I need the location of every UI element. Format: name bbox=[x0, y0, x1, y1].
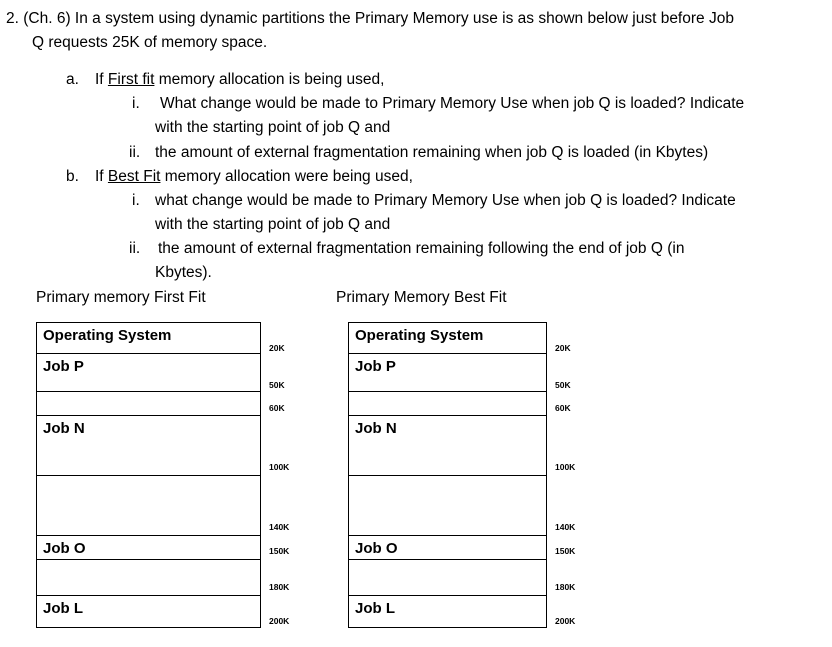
memory-block-free bbox=[349, 391, 546, 415]
block-label: Job N bbox=[355, 420, 397, 437]
part-b-label: b. bbox=[66, 168, 79, 185]
part-a-text bbox=[95, 70, 384, 90]
block-label: Job L bbox=[43, 600, 83, 617]
block-label: Job P bbox=[355, 358, 396, 375]
address-marker: 140K bbox=[269, 522, 290, 532]
part-a-ii-label: ii. bbox=[129, 144, 141, 161]
address-marker: 50K bbox=[269, 380, 285, 390]
block-label: Job N bbox=[43, 420, 85, 437]
address-marker: 200K bbox=[555, 616, 576, 626]
part-a-label: a. bbox=[66, 71, 79, 88]
part-b-i-text-2: with the starting point of job Q and bbox=[155, 216, 391, 233]
memory-block-job-n bbox=[349, 415, 546, 475]
memory-block-free bbox=[349, 475, 546, 535]
memory-block-job-p bbox=[37, 353, 260, 391]
part-b-text bbox=[95, 167, 413, 187]
memory-block-free bbox=[37, 391, 260, 415]
address-marker: 150K bbox=[555, 546, 576, 556]
address-marker: 180K bbox=[269, 582, 290, 592]
memory-block-job-l bbox=[37, 595, 260, 629]
address-marker: 200K bbox=[269, 616, 290, 626]
question-line-2: Q requests 25K of memory space. bbox=[32, 34, 268, 51]
block-label: Operating System bbox=[43, 327, 172, 344]
address-marker: 100K bbox=[269, 462, 290, 472]
part-a-i-text-1: What change would be made to Primary Memory Use when job Q is loaded? Indicate bbox=[160, 95, 745, 112]
first-fit-memory-map bbox=[36, 322, 261, 628]
part-a-i-text-2: with the starting point of job Q and bbox=[155, 119, 391, 136]
memory-block-job-l bbox=[349, 595, 546, 629]
block-label: Operating System bbox=[355, 327, 484, 344]
address-marker: 180K bbox=[555, 582, 576, 592]
first-fit-caption: Primary memory First Fit bbox=[36, 289, 206, 306]
memory-block-free bbox=[37, 559, 260, 595]
address-marker: 60K bbox=[555, 403, 571, 413]
memory-block-job-n bbox=[37, 415, 260, 475]
part-a-post: memory allocation is being used, bbox=[154, 71, 385, 88]
part-a-pre: If bbox=[95, 71, 108, 88]
memory-block-job-p bbox=[349, 353, 546, 391]
memory-block-os bbox=[37, 323, 260, 353]
memory-block-job-o bbox=[37, 535, 260, 559]
part-b-pre: If bbox=[95, 168, 108, 185]
address-marker: 140K bbox=[555, 522, 576, 532]
block-label: Job O bbox=[43, 540, 86, 557]
memory-block-free bbox=[37, 475, 260, 535]
block-label: Job L bbox=[355, 600, 395, 617]
part-b-ii-text-2: Kbytes). bbox=[155, 264, 212, 281]
first-fit-term: First fit bbox=[107, 71, 155, 88]
memory-block-free bbox=[349, 559, 546, 595]
part-b-ii-text-1: the amount of external fragmentation remaining following the end of job Q (in bbox=[158, 240, 685, 257]
memory-block-os bbox=[349, 323, 546, 353]
best-fit-caption: Primary Memory Best Fit bbox=[336, 289, 507, 306]
address-marker: 20K bbox=[555, 343, 571, 353]
part-a-ii-text: the amount of external fragmentation remaining when job Q is loaded (in Kbytes) bbox=[155, 144, 709, 161]
part-b-ii-label: ii. bbox=[129, 240, 141, 257]
part-a-i-label: i. bbox=[132, 95, 140, 112]
address-marker: 100K bbox=[555, 462, 576, 472]
best-fit-memory-map bbox=[348, 322, 547, 628]
block-label: Job O bbox=[355, 540, 398, 557]
part-b-post: memory allocation were being used, bbox=[160, 168, 413, 185]
address-marker: 60K bbox=[269, 403, 285, 413]
address-marker: 150K bbox=[269, 546, 290, 556]
address-marker: 50K bbox=[555, 380, 571, 390]
memory-block-job-o bbox=[349, 535, 546, 559]
part-b-i-text-1: what change would be made to Primary Memory Use when job Q is loaded? Indicate bbox=[155, 192, 736, 209]
block-label: Job P bbox=[43, 358, 84, 375]
best-fit-term: Best Fit bbox=[107, 168, 161, 185]
address-marker: 20K bbox=[269, 343, 285, 353]
part-b-i-label: i. bbox=[132, 192, 140, 209]
question-line-1: 2. (Ch. 6) In a system using dynamic partitions the Primary Memory use is as shown below just before Job bbox=[6, 10, 734, 27]
